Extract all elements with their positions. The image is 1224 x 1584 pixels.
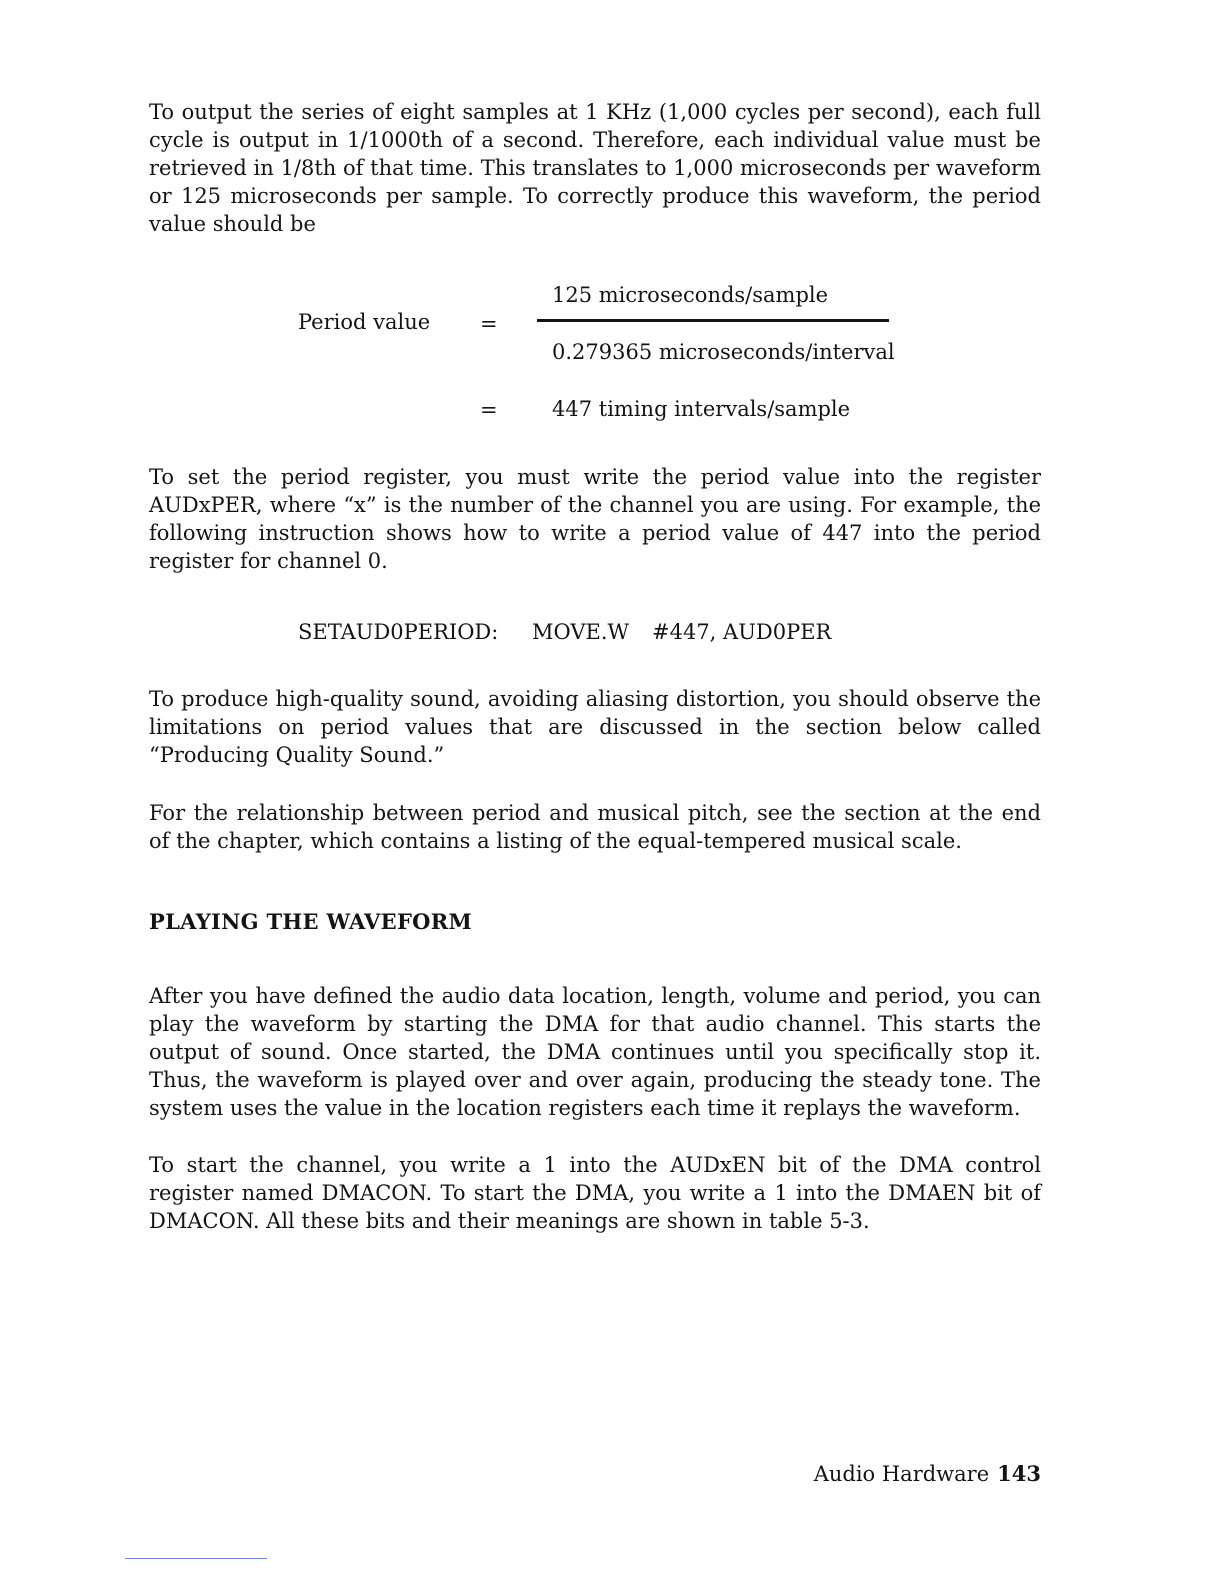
paragraph-start-channel: To start the channel, you write a 1 into the AUDxEN bit of the DMA control register named DMACON. To start the DMA, you write a 1 into the DMAEN bit of DMACON. All these bits and their meanings are shown in table 5-3. [149, 1153, 1041, 1233]
formula-equals-sign-result: = [480, 398, 498, 422]
fraction-bar [537, 319, 889, 322]
code-instruction: MOVE.W [532, 620, 630, 644]
formula-label: Period value [298, 310, 431, 334]
footnote-rule [125, 1558, 267, 1559]
section-heading: PLAYING THE WAVEFORM [149, 909, 473, 934]
formula-denominator: 0.279365 microseconds/interval [552, 340, 895, 364]
page-footer [814, 1460, 1041, 1488]
formula-numerator: 125 microseconds/sample [552, 283, 829, 307]
paragraph-playing-waveform: After you have defined the audio data location, length, volume and period, you can play the waveform by starting the DMA for that audio channel. This starts the output of sound. Once started, the DMA continues until you specifically stop it. Thus, the waveform is played over and over again, producing the steady tone. The system uses the value in the location registers each time it replays the waveform. [149, 984, 1041, 1120]
page-number: 143 [997, 1461, 1041, 1486]
footer-section-title: Audio Hardware [813, 1462, 990, 1486]
code-operands: #447, AUD0PER [652, 620, 832, 644]
code-label: SETAUD0PERIOD: [298, 620, 499, 644]
paragraph-output-samples: To output the series of eight samples at 1 KHz (1,000 cycles per second), each full cycle is output in 1/1000th of a second. Therefore, each individual value must be retrieved in 1/8th of that time. This translates to 1,000 microseconds per waveform or 125 microseconds per sample. To correctly produce this waveform, the period value should be [149, 100, 1041, 236]
paragraph-musical-pitch: For the relationship between period and musical pitch, see the section at the end of the chapter, which contains a listing of the equal-tempered musical scale. [149, 801, 1041, 853]
formula-equals-sign: = [480, 312, 498, 336]
formula-result: 447 timing intervals/sample [552, 397, 851, 421]
paragraph-period-register: To set the period register, you must write the period value into the register AUDxPER, where “x” is the number of the channel you are using. For example, the following instruction shows how to write a period value of 447 into the period register for channel 0. [149, 465, 1041, 573]
paragraph-quality-sound: To produce high-quality sound, avoiding aliasing distortion, you should observe the limitations on period values that are discussed in the section below called “Producing Quality Sound.” [149, 687, 1041, 767]
